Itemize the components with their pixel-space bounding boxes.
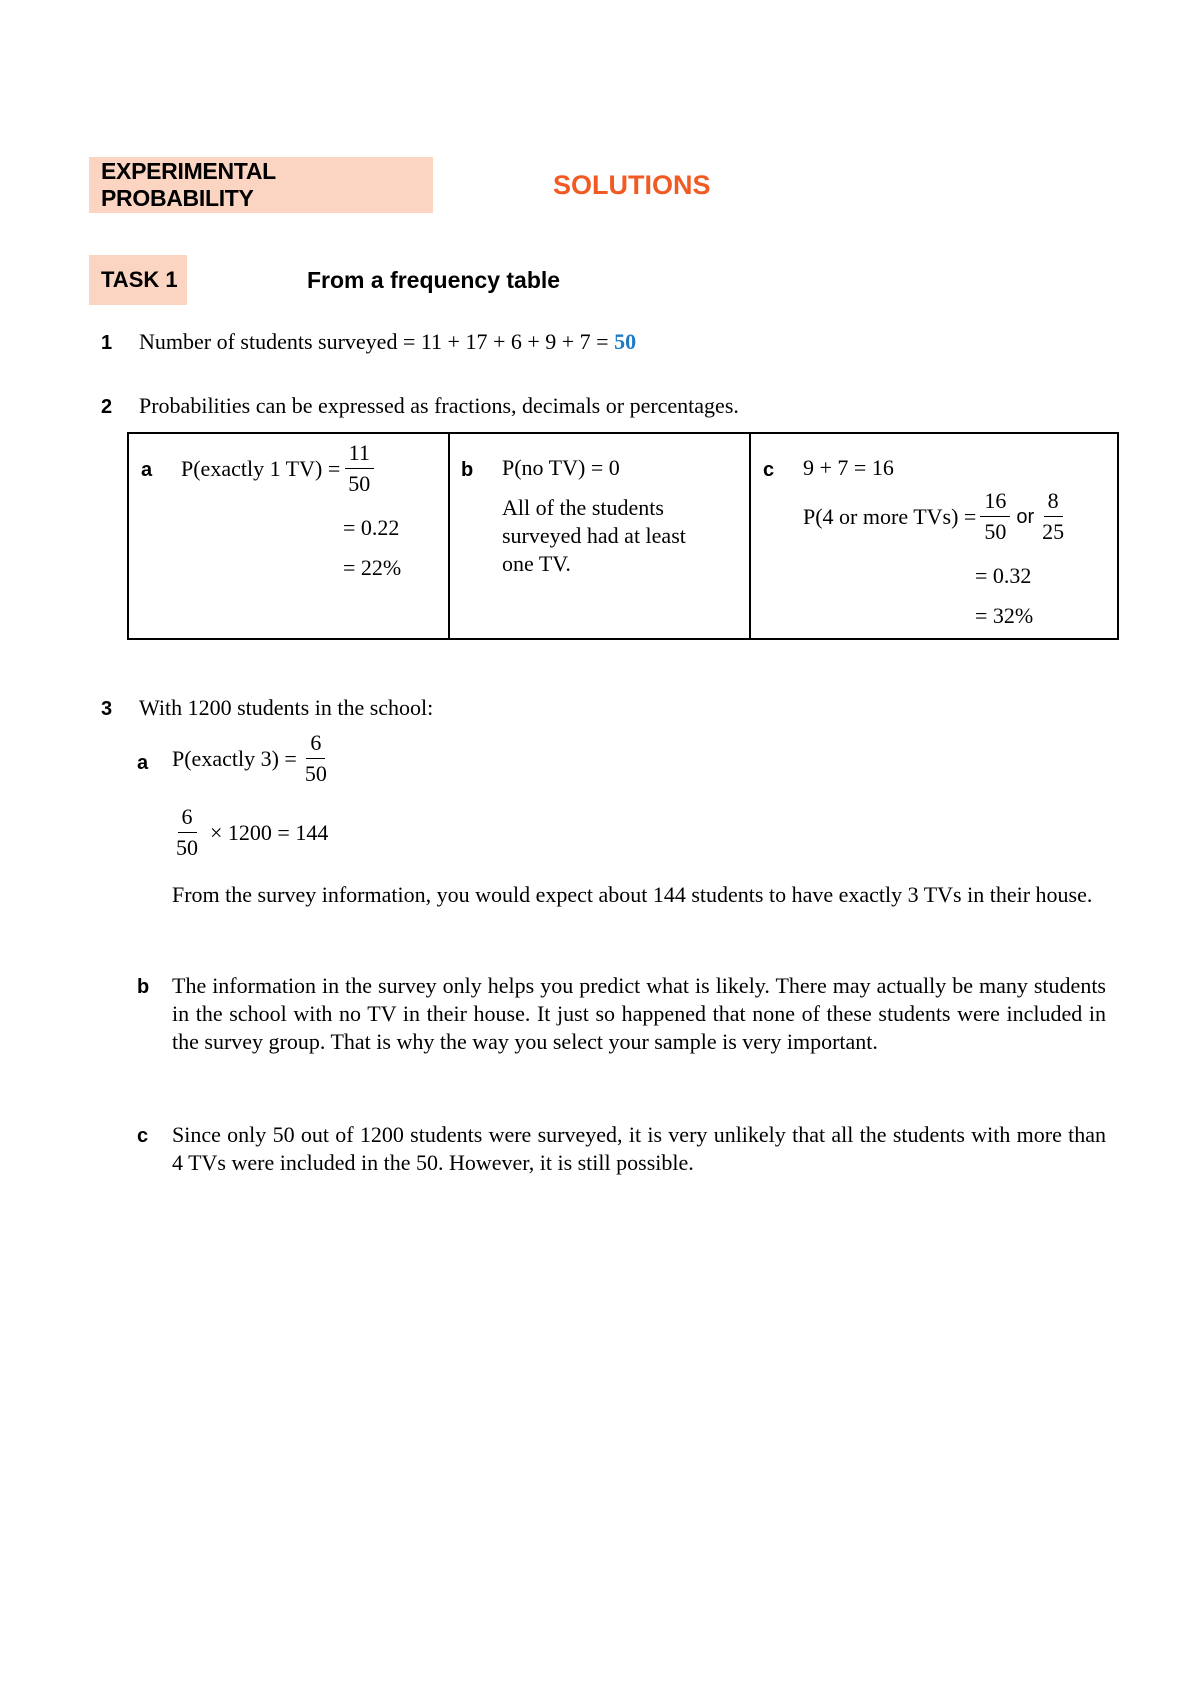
cell-b-line-2: surveyed had at least xyxy=(502,523,686,548)
cell-b-expression: P(no TV) = 0 xyxy=(502,455,620,480)
question-1-answer: 50 xyxy=(614,329,637,354)
cell-a-fraction xyxy=(344,442,374,495)
question-3-number: 3 xyxy=(101,698,113,720)
part-3a-label: a xyxy=(137,752,149,774)
part-3a-numerator: 6 xyxy=(306,732,325,759)
task-subtitle: From a frequency table xyxy=(307,267,561,293)
cell-c-fraction-2 xyxy=(1038,490,1068,543)
cell-a-expr-text: P(exactly 1 TV) = xyxy=(181,455,341,481)
part-3b-label: b xyxy=(137,976,150,998)
cell-b-line-1: All of the students xyxy=(502,495,664,520)
document-title-text: EXPERIMENTAL PROBABILITY xyxy=(101,158,276,211)
question-1-text xyxy=(139,328,636,356)
cell-c-label: c xyxy=(763,459,775,481)
task-label xyxy=(89,255,187,305)
question-2-text: Probabilities can be expressed as fractions, decimals or percentages. xyxy=(139,393,739,418)
part-3a-denominator: 50 xyxy=(304,761,327,786)
cell-c-or: or xyxy=(1016,505,1035,528)
cell-a-percent: = 22% xyxy=(343,555,402,580)
part-3a-expression xyxy=(172,732,335,785)
part-3a-calc-denominator: 50 xyxy=(176,835,198,860)
cell-a-decimal: = 0.22 xyxy=(343,515,400,540)
part-3a-calc-numerator: 6 xyxy=(178,806,197,833)
part-3a-expr-text: P(exactly 3) = xyxy=(172,745,297,771)
part-3b-text: The information in the survey only helps you predict what is likely. There may actually be many students in the school with no TV in their house. It just so happened that none of these students were included in the survey group. That is why the way you select your sample is very important. xyxy=(172,973,1106,1054)
probabilities-table xyxy=(127,432,1119,640)
question-3-intro: With 1200 students in the school: xyxy=(139,695,434,720)
cell-a-expression xyxy=(181,442,378,495)
part-3a-calc-result: × 1200 = 144 xyxy=(210,819,329,845)
part-3a-fraction xyxy=(301,732,331,785)
cell-c-sum: 9 + 7 = 16 xyxy=(803,455,894,480)
cell-a-denominator: 50 xyxy=(348,471,371,496)
cell-c-expr-text: P(4 or more TVs) = xyxy=(803,503,977,529)
table-cell-a xyxy=(129,434,448,638)
cell-c-numerator-1: 16 xyxy=(980,490,1010,517)
document-title xyxy=(89,157,433,213)
cell-c-fraction-1 xyxy=(980,490,1010,543)
part-3c-label: c xyxy=(137,1125,149,1147)
solutions-heading: SOLUTIONS xyxy=(553,170,711,200)
task-label-text: TASK 1 xyxy=(101,267,178,292)
question-1-expression: Number of students surveyed = 11 + 17 + 6 + 9 + 7 = xyxy=(139,329,615,354)
cell-b-label: b xyxy=(461,459,474,481)
question-1-number: 1 xyxy=(101,332,113,354)
cell-c-denominator-2: 25 xyxy=(1042,519,1065,544)
cell-b-line-3: one TV. xyxy=(502,551,571,576)
cell-c-numerator-2: 8 xyxy=(1044,490,1063,517)
part-3a-calc-fraction xyxy=(172,806,202,859)
part-3c-text: Since only 50 out of 1200 students were surveyed, it is very unlikely that all the students with more than 4 TVs were included in the 50. However, it is still possible. xyxy=(172,1122,1106,1175)
part-3a-text: From the survey information, you would expect about 144 students to have exactly 3 TVs in their house. xyxy=(172,882,1093,907)
cell-c-percent: = 32% xyxy=(975,603,1034,628)
table-cell-b xyxy=(448,434,749,638)
cell-c-denominator-1: 50 xyxy=(984,519,1007,544)
table-cell-c xyxy=(749,434,1117,638)
cell-a-numerator: 11 xyxy=(345,442,374,469)
cell-c-expression xyxy=(803,490,1072,543)
question-2-number: 2 xyxy=(101,396,113,418)
cell-a-label: a xyxy=(141,459,153,481)
cell-c-decimal: = 0.32 xyxy=(975,563,1032,588)
part-3a-calculation xyxy=(172,806,328,859)
